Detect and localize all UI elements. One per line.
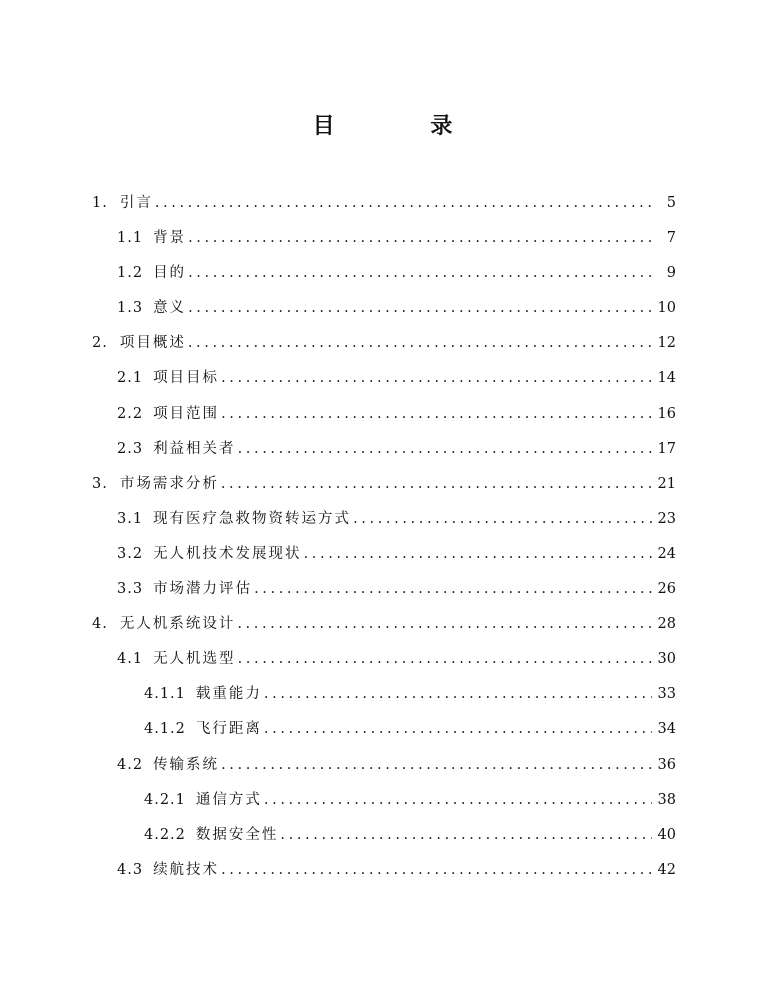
toc-entry[interactable] [92,572,676,607]
toc-leader-dots [353,502,651,537]
toc-entry[interactable] [92,642,676,677]
toc-leader-dots [188,256,652,291]
toc-entry-label: 载重能力 [195,686,262,703]
toc-entry[interactable] [92,432,676,467]
toc-entry-number: 3.1 [117,510,144,527]
toc-entry-number: 2.3 [117,440,144,457]
toc-leader-dots [304,537,652,572]
toc-entry-label: 引言 [119,195,153,211]
toc-entry-number: 1.2 [117,265,144,282]
toc-entry-label: 续航技术 [153,861,220,878]
toc-entry-label: 意义 [153,300,187,317]
toc-leader-dots [221,397,651,432]
toc-leader-dots [254,572,651,607]
toc-entry-page-number: 12 [657,335,676,352]
toc-leader-dots [188,291,651,326]
toc-entry-number: 4.1.1 [144,686,186,703]
toc-entry[interactable] [92,712,676,747]
toc-entry[interactable] [92,256,676,291]
toc-entry-label: 无人机系统设计 [119,616,236,633]
toc-entry-label: 通信方式 [195,791,262,808]
toc-entry-page-number: 5 [666,195,676,211]
page-title: 目 录 [312,114,497,139]
toc-entry[interactable] [92,677,676,712]
toc-entry[interactable] [92,748,676,783]
toc-entry[interactable] [92,537,676,572]
toc-entry-page-number: 9 [666,265,676,282]
toc-entry-number: 2.1 [117,370,144,387]
toc-entry[interactable] [92,361,676,396]
toc-entry-number: 1.1 [117,230,144,247]
toc-leader-dots [221,748,651,783]
toc-entry-label: 市场需求分析 [119,475,219,492]
toc-leader-dots [238,642,652,677]
toc-leader-dots [221,853,651,888]
toc-entry-page-number: 40 [657,826,676,843]
toc-entry-label: 目的 [153,265,187,282]
toc-leader-dots [237,607,651,642]
toc-entry-number: 4.1.2 [144,721,186,738]
toc-entry-number: 4.2.2 [144,826,186,843]
toc-entry[interactable] [92,818,676,853]
toc-entry-page-number: 28 [657,616,676,633]
toc-entry-label: 项目目标 [153,370,220,387]
toc-entry-label: 飞行距离 [195,721,262,738]
toc-entry-label: 背景 [153,230,187,247]
toc-entry-number: 4. [92,616,108,633]
toc-entry-page-number: 7 [666,230,676,247]
toc-entry-label: 利益相关者 [153,440,236,457]
toc-entry-number: 3. [92,475,108,492]
toc-entry[interactable] [92,783,676,818]
toc-entry-number: 4.3 [117,861,144,878]
toc-entry[interactable] [92,607,676,642]
toc-entry-number: 3.2 [117,545,144,562]
toc-entry-page-number: 42 [657,861,676,878]
toc-entry-page-number: 14 [657,370,676,387]
toc-entry-label: 项目概述 [119,335,186,352]
toc-leader-dots [221,467,652,502]
toc-entry-number: 2.2 [117,405,144,422]
toc-entry[interactable] [92,502,676,537]
toc-leader-dots [280,818,651,853]
toc-entry-number: 4.1 [117,651,144,668]
toc-entry-page-number: 36 [657,756,676,773]
toc-entry-number: 4.2.1 [144,791,186,808]
toc-leader-dots [188,326,652,361]
toc-entry[interactable] [92,291,676,326]
toc-entry-number: 4.2 [117,756,144,773]
toc-entry-number: 1. [92,195,108,211]
toc-leader-dots [238,432,652,467]
toc-entry-page-number: 21 [657,475,676,492]
toc-entry-page-number: 30 [657,651,676,668]
toc-entry-page-number: 10 [657,300,676,317]
toc-entry[interactable] [92,221,676,256]
toc-entry-page-number: 16 [657,405,676,422]
table-of-contents [92,186,676,888]
toc-entry[interactable] [92,397,676,432]
toc-leader-dots [264,783,652,818]
toc-entry-page-number: 24 [657,545,676,562]
toc-entry-page-number: 34 [657,721,676,738]
toc-entry-label: 数据安全性 [195,826,279,843]
toc-entry-label: 无人机选型 [153,651,236,668]
toc-entry-number: 3.3 [117,581,144,598]
toc-entry-label: 无人机技术发展现状 [153,545,302,562]
toc-entry-number: 1.3 [117,300,144,317]
toc-entry[interactable] [92,467,676,502]
toc-entry-page-number: 17 [657,440,676,457]
toc-entry[interactable] [92,853,676,888]
toc-leader-dots [221,361,651,396]
toc-entry-page-number: 38 [657,791,676,808]
toc-leader-dots [264,712,652,747]
toc-entry[interactable] [92,186,676,221]
toc-entry-label: 项目范围 [153,405,220,422]
toc-entry-label: 市场潜力评估 [153,581,253,598]
toc-entry-label: 现有医疗急救物资转运方式 [153,510,352,527]
toc-entry[interactable] [92,326,676,361]
toc-entry-label: 传输系统 [153,756,220,773]
toc-leader-dots [264,677,652,712]
toc-entry-page-number: 23 [657,510,676,527]
toc-entry-number: 2. [92,335,108,352]
toc-entry-page-number: 33 [657,686,676,703]
toc-entry-page-number: 26 [657,581,676,598]
toc-leader-dots [155,186,652,221]
toc-leader-dots [188,221,652,256]
